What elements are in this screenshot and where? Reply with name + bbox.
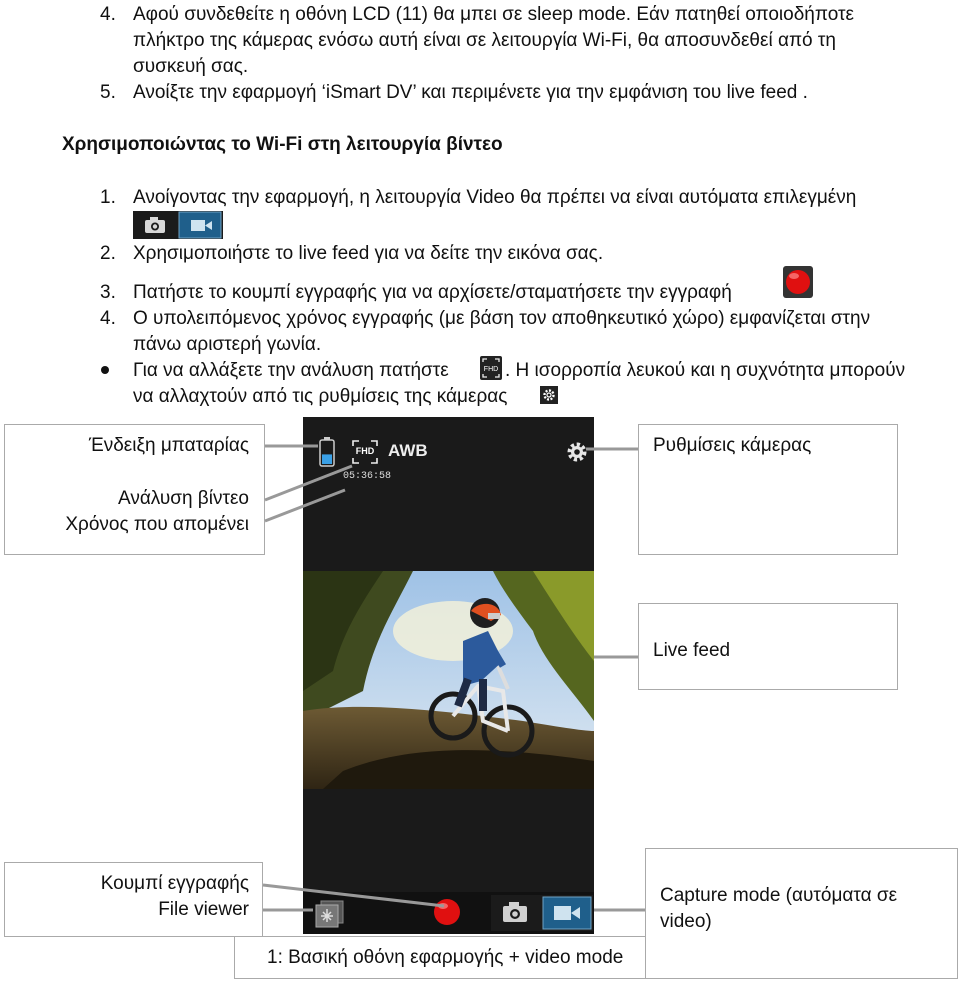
step-text: Χρησιμοποιήστε το live feed για να δείτε την εικόνα σας. [133,243,604,264]
callout-settings: Ρυθμίσεις κάμερας [653,435,812,456]
callout-battery: Ένδειξη μπαταρίας [88,435,249,456]
list-text-line: συσκευή σας. [133,56,249,77]
callout-capture-mode: video) [660,911,712,932]
awb-label: AWB [388,441,428,460]
step-number: 3. [100,282,116,303]
bullet-text: Για να αλλάξετε την ανάλυση πατήστε [133,360,449,381]
list-number: 4. [100,4,116,25]
bullet-text: . Η ισορροπία λευκού και η συχνότητα μπορούν [505,360,906,381]
step-number: 1. [100,187,116,208]
step-text: Ο υπολειπόμενος χρόνος εγγραφής (με βάση τον αποθηκευτικό χώρο) εμφανίζεται στην [133,308,871,329]
callout-file-viewer: File viewer [158,899,249,920]
list-text-line: Ανοίξτε την εφαρμογή ‘iSmart DV’ και περιμένετε για την εμφάνιση του live feed . [133,82,808,103]
callout-time-left: Χρόνος που απομένει [65,514,249,535]
time-remaining: 05:36:58 [343,471,392,482]
step-text: Ανοίγοντας την εφαρμογή, η λειτουργία Video θα πρέπει να είναι αυτόματα επιλεγμένη [133,187,857,208]
step-text: πάνω αριστερή γωνία. [133,334,322,355]
svg-text:FHD: FHD [483,366,499,373]
step-number: 4. [100,308,116,329]
callout-capture-mode: Capture mode (αυτόματα σε [660,885,898,906]
list-number: 5. [100,82,116,103]
section-heading: Χρησιμοποιώντας το Wi-Fi στη λειτουργία βίντεο [62,134,503,155]
bullet-text: να αλλαχτούν από τις ρυθμίσεις της κάμερας [133,386,508,407]
callout-resolution: Ανάλυση βίντεο [117,488,249,509]
resolution-label: FHD [355,446,375,456]
step-text: Πατήστε το κουμπί εγγραφής για να αρχίσετε/σταματήσετε την εγγραφή [133,282,732,303]
list-text-line: πλήκτρο της κάμερας ενόσω αυτή είναι σε λειτουργία Wi-Fi, θα αποσυνδεθεί από τη [133,30,836,51]
step-number: 2. [100,243,116,264]
callout-record-button: Κουμπί εγγραφής [100,873,249,894]
list-text-line: Αφού συνδεθείτε η οθόνη LCD (11) θα μπει σε sleep mode. Εάν πατηθεί οποιοδήποτε [133,4,854,25]
figure-caption: 1: Βασική οθόνη εφαρμογής + video mode [267,947,624,968]
callout-live-feed: Live feed [653,640,731,661]
